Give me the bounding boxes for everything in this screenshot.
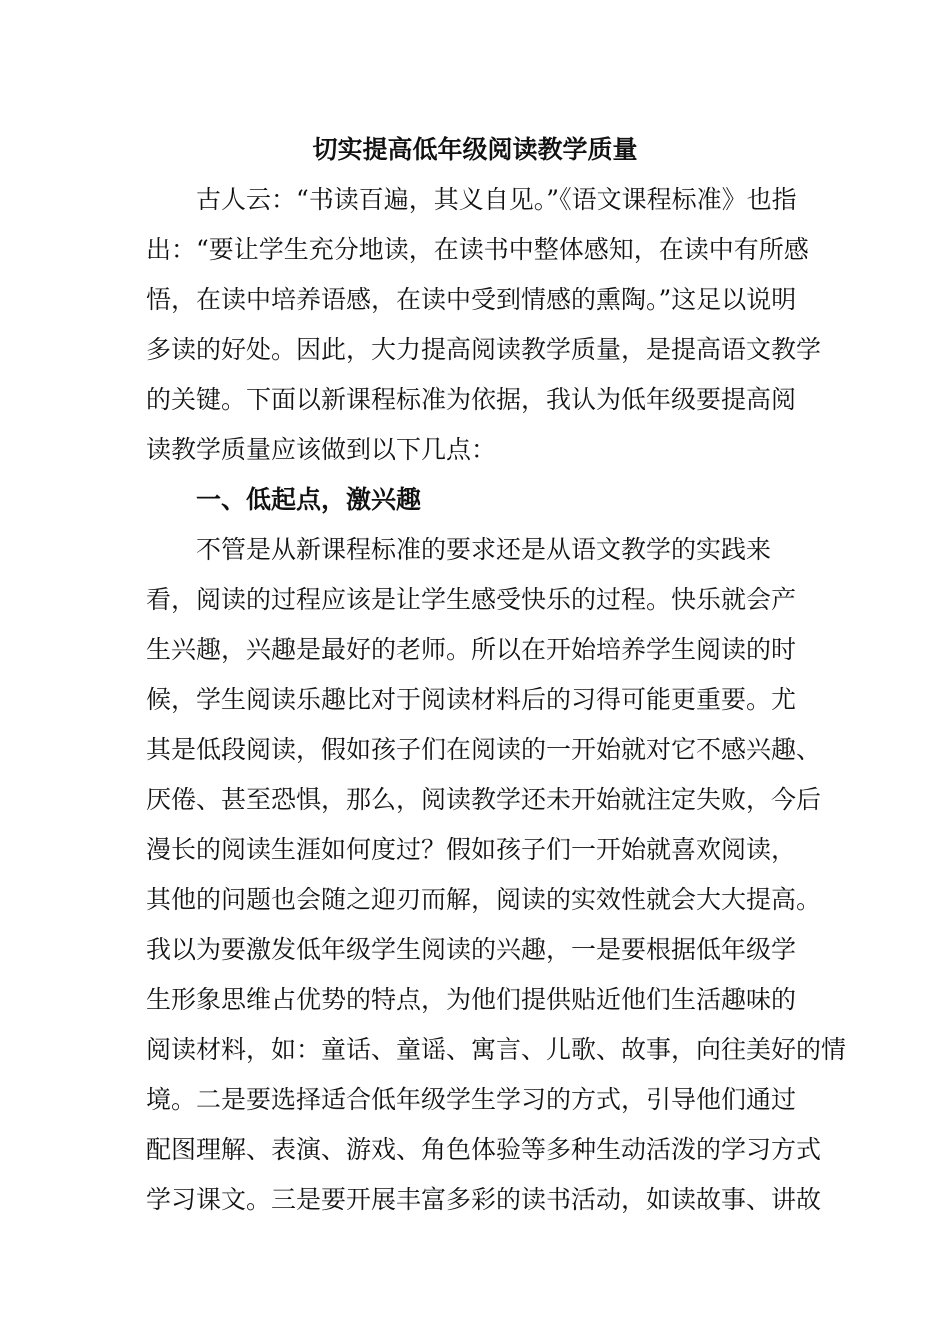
document-title: 切实提高低年级阅读教学质量 [312, 135, 638, 164]
paragraph-2-line-8: 其他的问题也会随之迎刃而解，阅读的实效性就会大大提高。 [146, 885, 822, 914]
paragraph-2-line-12: 境。二是要选择适合低年级学生学习的方式，引导他们通过 [146, 1085, 797, 1114]
paragraph-1-line-1: 古人云：“书读百遍，其义自见。”《语文课程标准》也指 [196, 185, 797, 214]
paragraph-2-line-10: 生形象思维占优势的特点，为他们提供贴近他们生活趣味的 [146, 985, 797, 1014]
paragraph-2-line-4: 候，学生阅读乐趣比对于阅读材料后的习得可能更重要。尤 [146, 685, 797, 714]
paragraph-2-line-5: 其是低段阅读，假如孩子们在阅读的一开始就对它不感兴趣、 [146, 735, 822, 764]
paragraph-2-line-2: 看，阅读的过程应该是让学生感受快乐的过程。快乐就会产 [146, 585, 797, 614]
paragraph-2-line-14: 学习课文。三是要开展丰富多彩的读书活动，如读故事、讲故 [146, 1185, 822, 1214]
paragraph-1-line-4: 多读的好处。因此，大力提高阅读教学质量，是提高语文教学 [146, 335, 822, 364]
paragraph-2-line-1: 不管是从新课程标准的要求还是从语文教学的实践来 [196, 535, 772, 564]
paragraph-2-line-7: 漫长的阅读生涯如何度过？假如孩子们一开始就喜欢阅读， [146, 835, 797, 864]
paragraph-1-line-3: 悟，在读中培养语感，在读中受到情感的熏陶。”这足以说明 [146, 285, 797, 314]
paragraph-1-line-6: 读教学质量应该做到以下几点： [146, 435, 497, 464]
paragraph-1-line-2: 出：“要让学生充分地读，在读书中整体感知，在读中有所感 [146, 235, 809, 264]
paragraph-2-line-3: 生兴趣，兴趣是最好的老师。所以在开始培养学生阅读的时 [146, 635, 797, 664]
paragraph-1-line-5: 的关键。下面以新课程标准为依据，我认为低年级要提高阅 [146, 385, 797, 414]
section-heading-1: 一、低起点，激兴趣 [196, 485, 422, 514]
paragraph-2-line-13: 配图理解、表演、游戏、角色体验等多种生动活泼的学习方式 [146, 1135, 822, 1164]
paragraph-2-line-11: 阅读材料，如：童话、童谣、寓言、儿歌、故事，向往美好的情 [146, 1035, 847, 1064]
paragraph-2-line-9: 我以为要激发低年级学生阅读的兴趣，一是要根据低年级学 [146, 935, 797, 964]
paragraph-2-line-6: 厌倦、甚至恐惧，那么，阅读教学还未开始就注定失败，今后 [146, 785, 822, 814]
